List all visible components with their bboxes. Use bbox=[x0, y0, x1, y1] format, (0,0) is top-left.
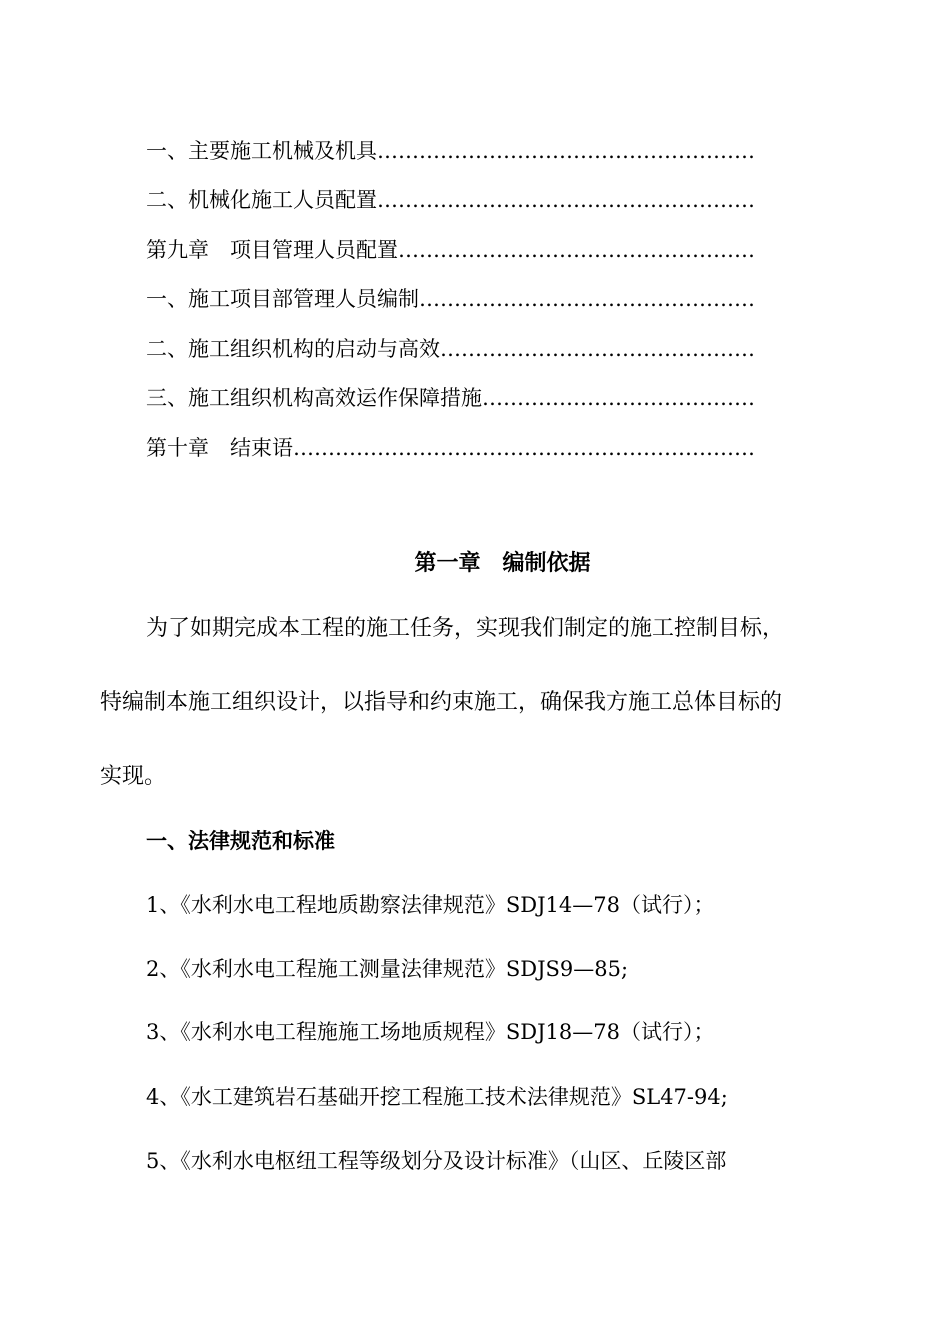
chapter-title: 第一章 编制依据 bbox=[414, 550, 591, 576]
paragraph-line: 特编制本施工组织设计，以指导和约束施工，确保我方施工总体目标的 bbox=[100, 690, 783, 715]
reference-item: 4、《水工建筑岩石基础开挖工程施工技术法律规范》SL47-94; bbox=[146, 1085, 728, 1109]
toc-entry: 第十章 结束语………………………………………………………… bbox=[146, 436, 755, 460]
toc-entry: 一、主要施工机械及机具……………………………………………… bbox=[146, 139, 755, 163]
toc-entry: 二、施工组织机构的启动与高效……………………………………… bbox=[146, 337, 755, 361]
reference-item: 1、《水利水电工程地质勘察法律规范》SDJ14—78（试行）； bbox=[146, 893, 715, 917]
toc-entry: 第九章 项目管理人员配置…………………………………………… bbox=[146, 238, 755, 262]
paragraph-line: 为了如期完成本工程的施工任务，实现我们制定的施工控制目标， bbox=[146, 616, 785, 641]
reference-item: 5、《水利水电枢纽工程等级划分及设计标准》（山区、丘陵区部 bbox=[146, 1149, 727, 1173]
paragraph-line: 实现。 bbox=[100, 764, 167, 789]
toc-entry: 三、施工组织机构高效运作保障措施………………………………… bbox=[146, 386, 755, 410]
reference-item: 3、《水利水电工程施施工场地质规程》SDJ18—78（试行）； bbox=[146, 1020, 715, 1044]
section-title: 一、法律规范和标准 bbox=[146, 828, 335, 853]
toc-entry: 一、施工项目部管理人员编制………………………………………… bbox=[146, 287, 755, 311]
toc-entry: 二、机械化施工人员配置……………………………………………… bbox=[146, 188, 755, 212]
reference-item: 2、《水利水电工程施工测量法律规范》SDJS9—85; bbox=[146, 957, 629, 981]
